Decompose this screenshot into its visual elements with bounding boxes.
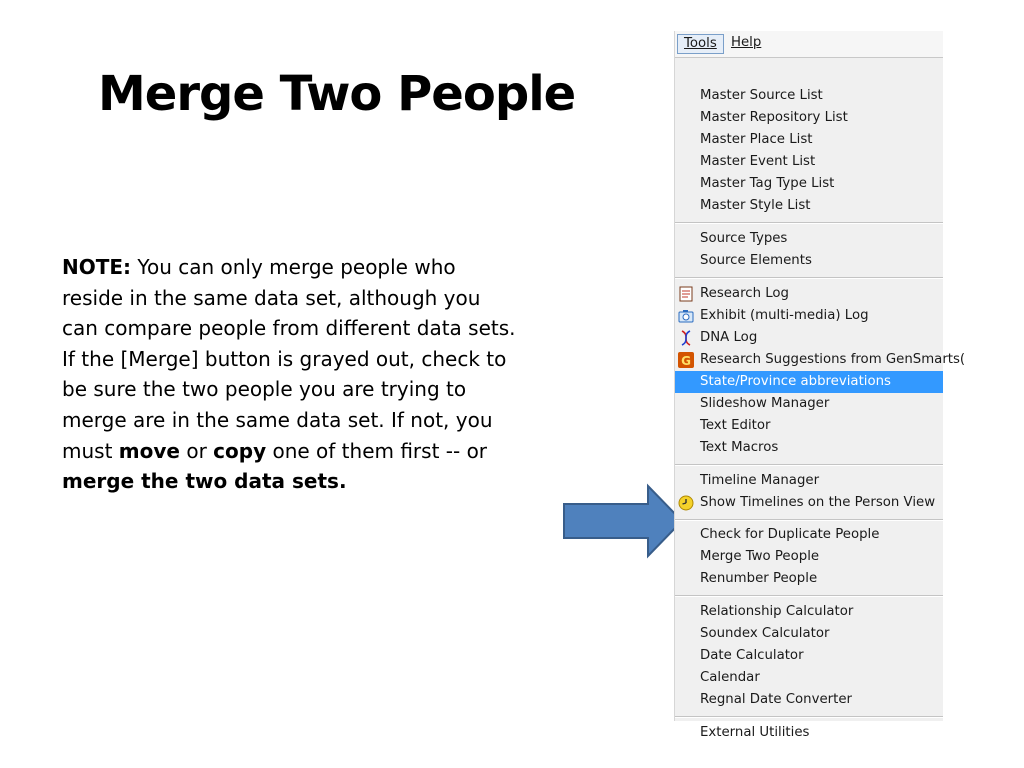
menu-item-master-tag-type-list[interactable]: Master Tag Type List: [700, 176, 835, 191]
menu-item-source-elements[interactable]: Source Elements: [700, 253, 812, 268]
note-copy: copy: [213, 438, 267, 463]
note-text-1: You can only merge people who reside in the same data set, although you can compare people from different data sets. If the [Merge] button is grayed out, check to be sure the two people you are trying to merge are in the same data set. If not, you must: [62, 255, 516, 463]
note-lead: NOTE:: [62, 255, 132, 279]
menu-item-master-style-list[interactable]: Master Style List: [700, 198, 811, 213]
menu-item-renumber-people[interactable]: Renumber People: [700, 571, 818, 586]
pointer-arrow-icon: [562, 484, 686, 558]
menu-item-state-province[interactable]: State/Province abbreviations: [675, 371, 943, 393]
note-or: or: [179, 438, 214, 463]
gensmarts-g-icon: [678, 352, 694, 368]
menu-item-date-calculator[interactable]: Date Calculator: [700, 648, 804, 663]
menu-item-show-timelines[interactable]: Show Timelines on the Person View: [675, 492, 943, 514]
camera-icon: [678, 308, 694, 324]
note-paragraph: [62, 252, 522, 497]
menu-item-check-duplicate[interactable]: Check for Duplicate People: [700, 527, 880, 542]
slide-title: Merge Two People: [98, 66, 576, 122]
menu-separator: [675, 716, 943, 718]
menu-item-text-editor[interactable]: Text Editor: [700, 418, 771, 433]
menu-item-slideshow-manager[interactable]: Slideshow Manager: [700, 396, 830, 411]
menu-item-merge-two-people[interactable]: Merge Two People: [700, 549, 820, 564]
menu-help[interactable]: Help: [731, 35, 762, 50]
clock-icon: [678, 495, 694, 511]
menu-separator: [675, 519, 943, 521]
note-merge-sets: merge the two data sets.: [62, 469, 347, 494]
menu-item-regnal-date-converter[interactable]: Regnal Date Converter: [700, 692, 852, 707]
menu-separator: [675, 222, 943, 224]
menu-item-relationship-calculator[interactable]: Relationship Calculator: [700, 604, 854, 619]
menu-item-master-repository-list[interactable]: Master Repository List: [700, 110, 848, 125]
menu-item-research-log[interactable]: Research Log: [675, 283, 943, 305]
menu-item-source-types[interactable]: Source Types: [700, 231, 788, 246]
menu-bar: [675, 31, 943, 58]
menu-separator: [675, 464, 943, 466]
menu-item-master-source-list[interactable]: Master Source List: [700, 88, 823, 103]
dna-icon: [678, 330, 694, 346]
menu-item-master-place-list[interactable]: Master Place List: [700, 132, 813, 147]
menu-item-text-macros[interactable]: Text Macros: [700, 440, 779, 455]
menu-separator: [675, 595, 943, 597]
menu-item-exhibit-log[interactable]: Exhibit (multi-media) Log: [675, 305, 943, 327]
menu-tools[interactable]: Tools: [677, 34, 724, 54]
menu-item-calendar[interactable]: Calendar: [700, 670, 760, 685]
note-text-2: one of them first -- or: [266, 438, 488, 463]
notebook-icon: [678, 286, 694, 302]
tools-menu-screenshot: [674, 31, 966, 740]
menu-item-master-event-list[interactable]: Master Event List: [700, 154, 816, 169]
menu-item-research-suggestions[interactable]: G Research Suggestions from GenSmarts(: [675, 349, 943, 371]
svg-text:G: G: [681, 354, 691, 368]
note-move: move: [118, 438, 180, 463]
menu-item-dna-log[interactable]: DNA Log: [675, 327, 943, 349]
menu-separator: [675, 277, 943, 279]
menu-item-timeline-manager[interactable]: Timeline Manager: [700, 473, 820, 488]
menu-item-external-utilities[interactable]: External Utilities: [700, 725, 810, 740]
menu-item-soundex-calculator[interactable]: Soundex Calculator: [700, 626, 830, 641]
